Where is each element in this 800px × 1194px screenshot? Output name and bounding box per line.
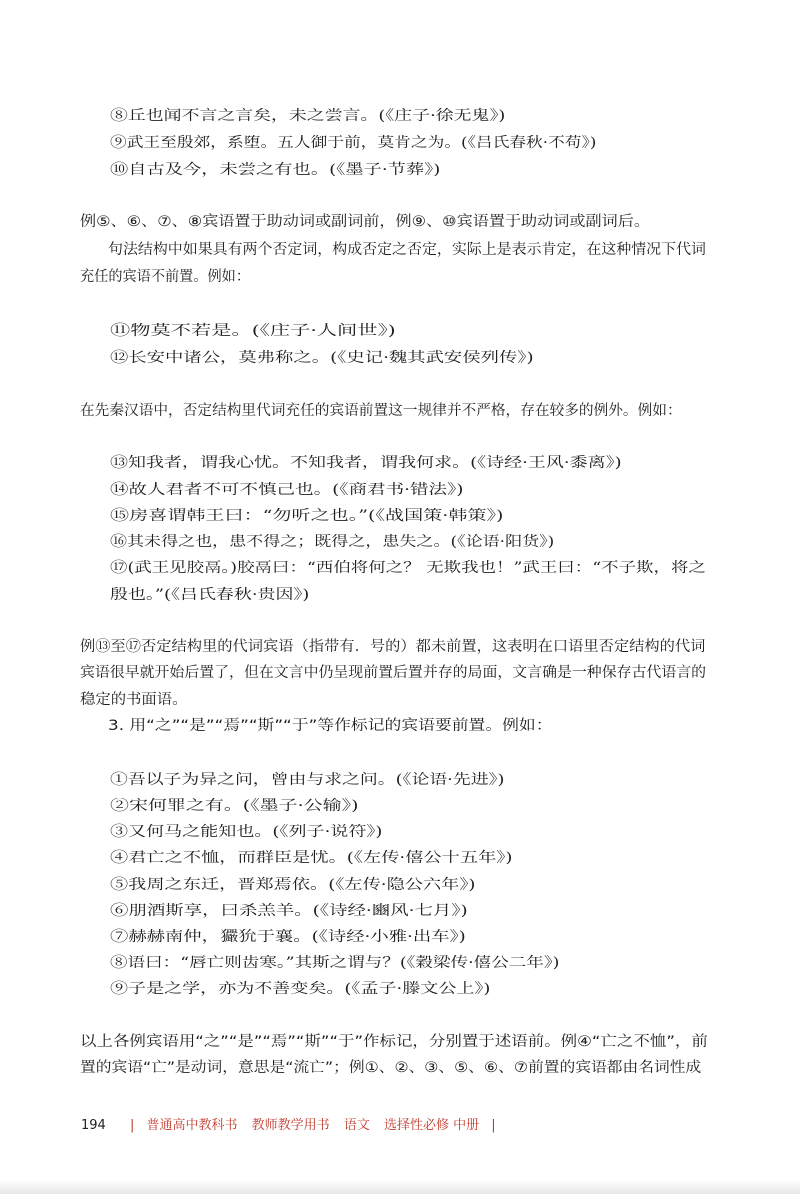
footer-separator-end: | [491, 1118, 496, 1133]
example-line: 殷也。”(《吕氏春秋·贵因》) [110, 587, 310, 603]
example-line: ⑤我周之东迁，晋郑焉依。(《左传·隐公六年》) [110, 877, 476, 893]
footer-volume: 选择性必修 中册 [383, 1118, 480, 1133]
example-line: ⑦赫赫南仲，玁狁于襄。(《诗经·小雅·出车》) [110, 929, 466, 945]
example-line: ⑬知我者，谓我心忧。不知我者，谓我何求。(《诗经·王风·黍离》) [110, 455, 622, 471]
example-line: ⑩自古及今，未尝之有也。(《墨子·节葬》) [110, 162, 441, 178]
example-line: ⑧语曰：“唇亡则齿寒。”其斯之谓与？(《穀梁传·僖公二年》) [110, 955, 560, 971]
body-text-line: 充任的宾语不前置。例如： [80, 269, 250, 285]
example-line: ②宋何罪之有。(《墨子·公输》) [110, 798, 359, 814]
example-line: ④君亡之不恤，而群臣是忧。(《左传·僖公十五年》) [110, 850, 513, 866]
example-line: ⑫长安中诸公，莫弗称之。(《史记·魏其武安侯列传》) [110, 350, 534, 366]
page-number: 194 [81, 1118, 106, 1133]
example-line: ⑥朋酒斯享，曰杀羔羊。(《诗经·豳风·七月》) [110, 903, 468, 919]
footer-book: 教师教学用书 [251, 1118, 330, 1133]
body-text-line: 在先秦汉语中，否定结构里代词充任的宾语前置这一规律并不严格，存在较多的例外。例如： [80, 403, 682, 419]
body-text-line: 宾语很早就开始后置了，但在文言中仍呈现前置后置并存的局面，文言确是一种保存古代语言的 [80, 665, 707, 681]
body-text-line: 稳定的书面语。 [80, 692, 188, 708]
example-line: ⑭故人君者不可不慎己也。(《商君书·错法》) [110, 482, 464, 498]
page-footer [81, 1114, 504, 1133]
footer-subject: 语文 [343, 1118, 370, 1133]
example-line: ⑰(武王见胶鬲。)胶鬲曰：“西伯将何之？ 无欺我也！”武王曰：“不子欺，将之 [110, 560, 706, 576]
example-line: ⑯其未得之也，患不得之；既得之，患失之。(《论语·阳货》) [110, 534, 555, 550]
body-text-line: 以上各例宾语用“之”“是”“焉”“斯”“于”作标记，分别置于述语前。例④“亡之不恤”，前 [80, 1034, 708, 1050]
body-text-line: 例⑤、⑥、⑦、⑧宾语置于助动词或副词前，例⑨、⑩宾语置于助动词或副词后。 [80, 214, 650, 230]
footer-separator: | [129, 1118, 135, 1133]
example-line: ⑨武王至殷郊，系堕。五人御于前，莫肯之为。(《吕氏春秋·不苟》) [110, 135, 597, 151]
body-text-line: 例⑬至⑰否定结构里的代词宾语（指带有．号的）都未前置，这表明在口语里否定结构的代词 [80, 639, 706, 655]
body-text-line: 句法结构中如果具有两个否定词，构成否定之否定，实际上是表示肯定，在这种情况下代词 [108, 242, 706, 258]
example-line: ⑨子是之学，亦为不善变矣。(《孟子·滕文公上》) [110, 981, 491, 997]
example-line: ⑪物莫不若是。(《庄子·人间世》) [110, 323, 396, 339]
example-line: ①吾以子为异之问，曾由与求之问。(《论语·先进》) [110, 772, 505, 788]
example-line: ⑮房喜谓韩王曰：“勿听之也。”(《战国策·韩策》) [110, 508, 504, 524]
example-line: ③又何马之能知也。(《列子·说符》) [110, 824, 383, 840]
example-line: ⑧丘也闻不言之言矣，未之尝言。(《庄子·徐无鬼》) [110, 108, 506, 124]
page-bottom-shadow [0, 1180, 800, 1194]
body-text-line: 置的宾语“亡”是动词，意思是“流亡”；例①、②、③、⑤、⑥、⑦前置的宾语都由名词性成 [80, 1060, 702, 1076]
body-text-line: 3. 用“之”“是”“焉”“斯”“于”等作标记的宾语要前置。例如： [108, 718, 553, 734]
footer-series: 普通高中教科书 [146, 1118, 238, 1133]
